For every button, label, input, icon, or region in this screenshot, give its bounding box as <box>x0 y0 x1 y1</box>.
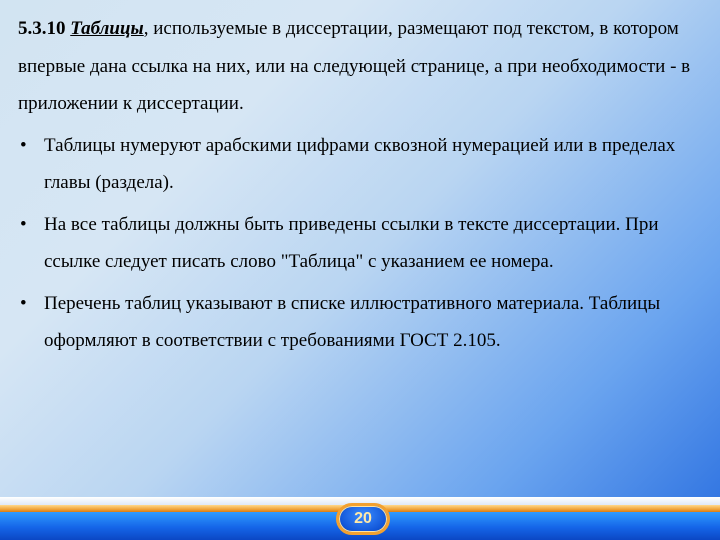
bullet-text: Перечень таблиц указывают в списке иллюстративного материала. Таблицы оформляют в соответствии с требованиями ГОСТ 2.105. <box>44 292 661 351</box>
bullet-text: Таблицы нумеруют арабскими цифрами сквозной нумерацией или в пределах главы (раздела). <box>44 134 676 193</box>
intro-text: , используемые в диссертации, размещают под текстом, в котором впервые дана ссылка на них, или на следующей странице, а при необходимости - в приложении к диссертации. <box>18 18 691 114</box>
section-number: 5.3.10 <box>18 18 66 39</box>
bullet-icon: • <box>20 292 27 314</box>
page-number-badge <box>336 503 390 535</box>
bullet-item-3 <box>18 285 710 360</box>
section-keyword: Таблицы <box>70 18 144 39</box>
bullet-icon: • <box>20 213 27 235</box>
bullet-item-2 <box>18 206 710 281</box>
bullet-icon: • <box>20 134 27 156</box>
page-number: 20 <box>354 510 372 527</box>
slide-content <box>18 10 710 364</box>
intro-paragraph <box>18 10 710 123</box>
bullet-text: На все таблицы должны быть приведены ссылки в тексте диссертации. При ссылке следует писать слово "Таблица" с указанием ее номера. <box>44 213 659 272</box>
bullet-item-1 <box>18 127 710 202</box>
